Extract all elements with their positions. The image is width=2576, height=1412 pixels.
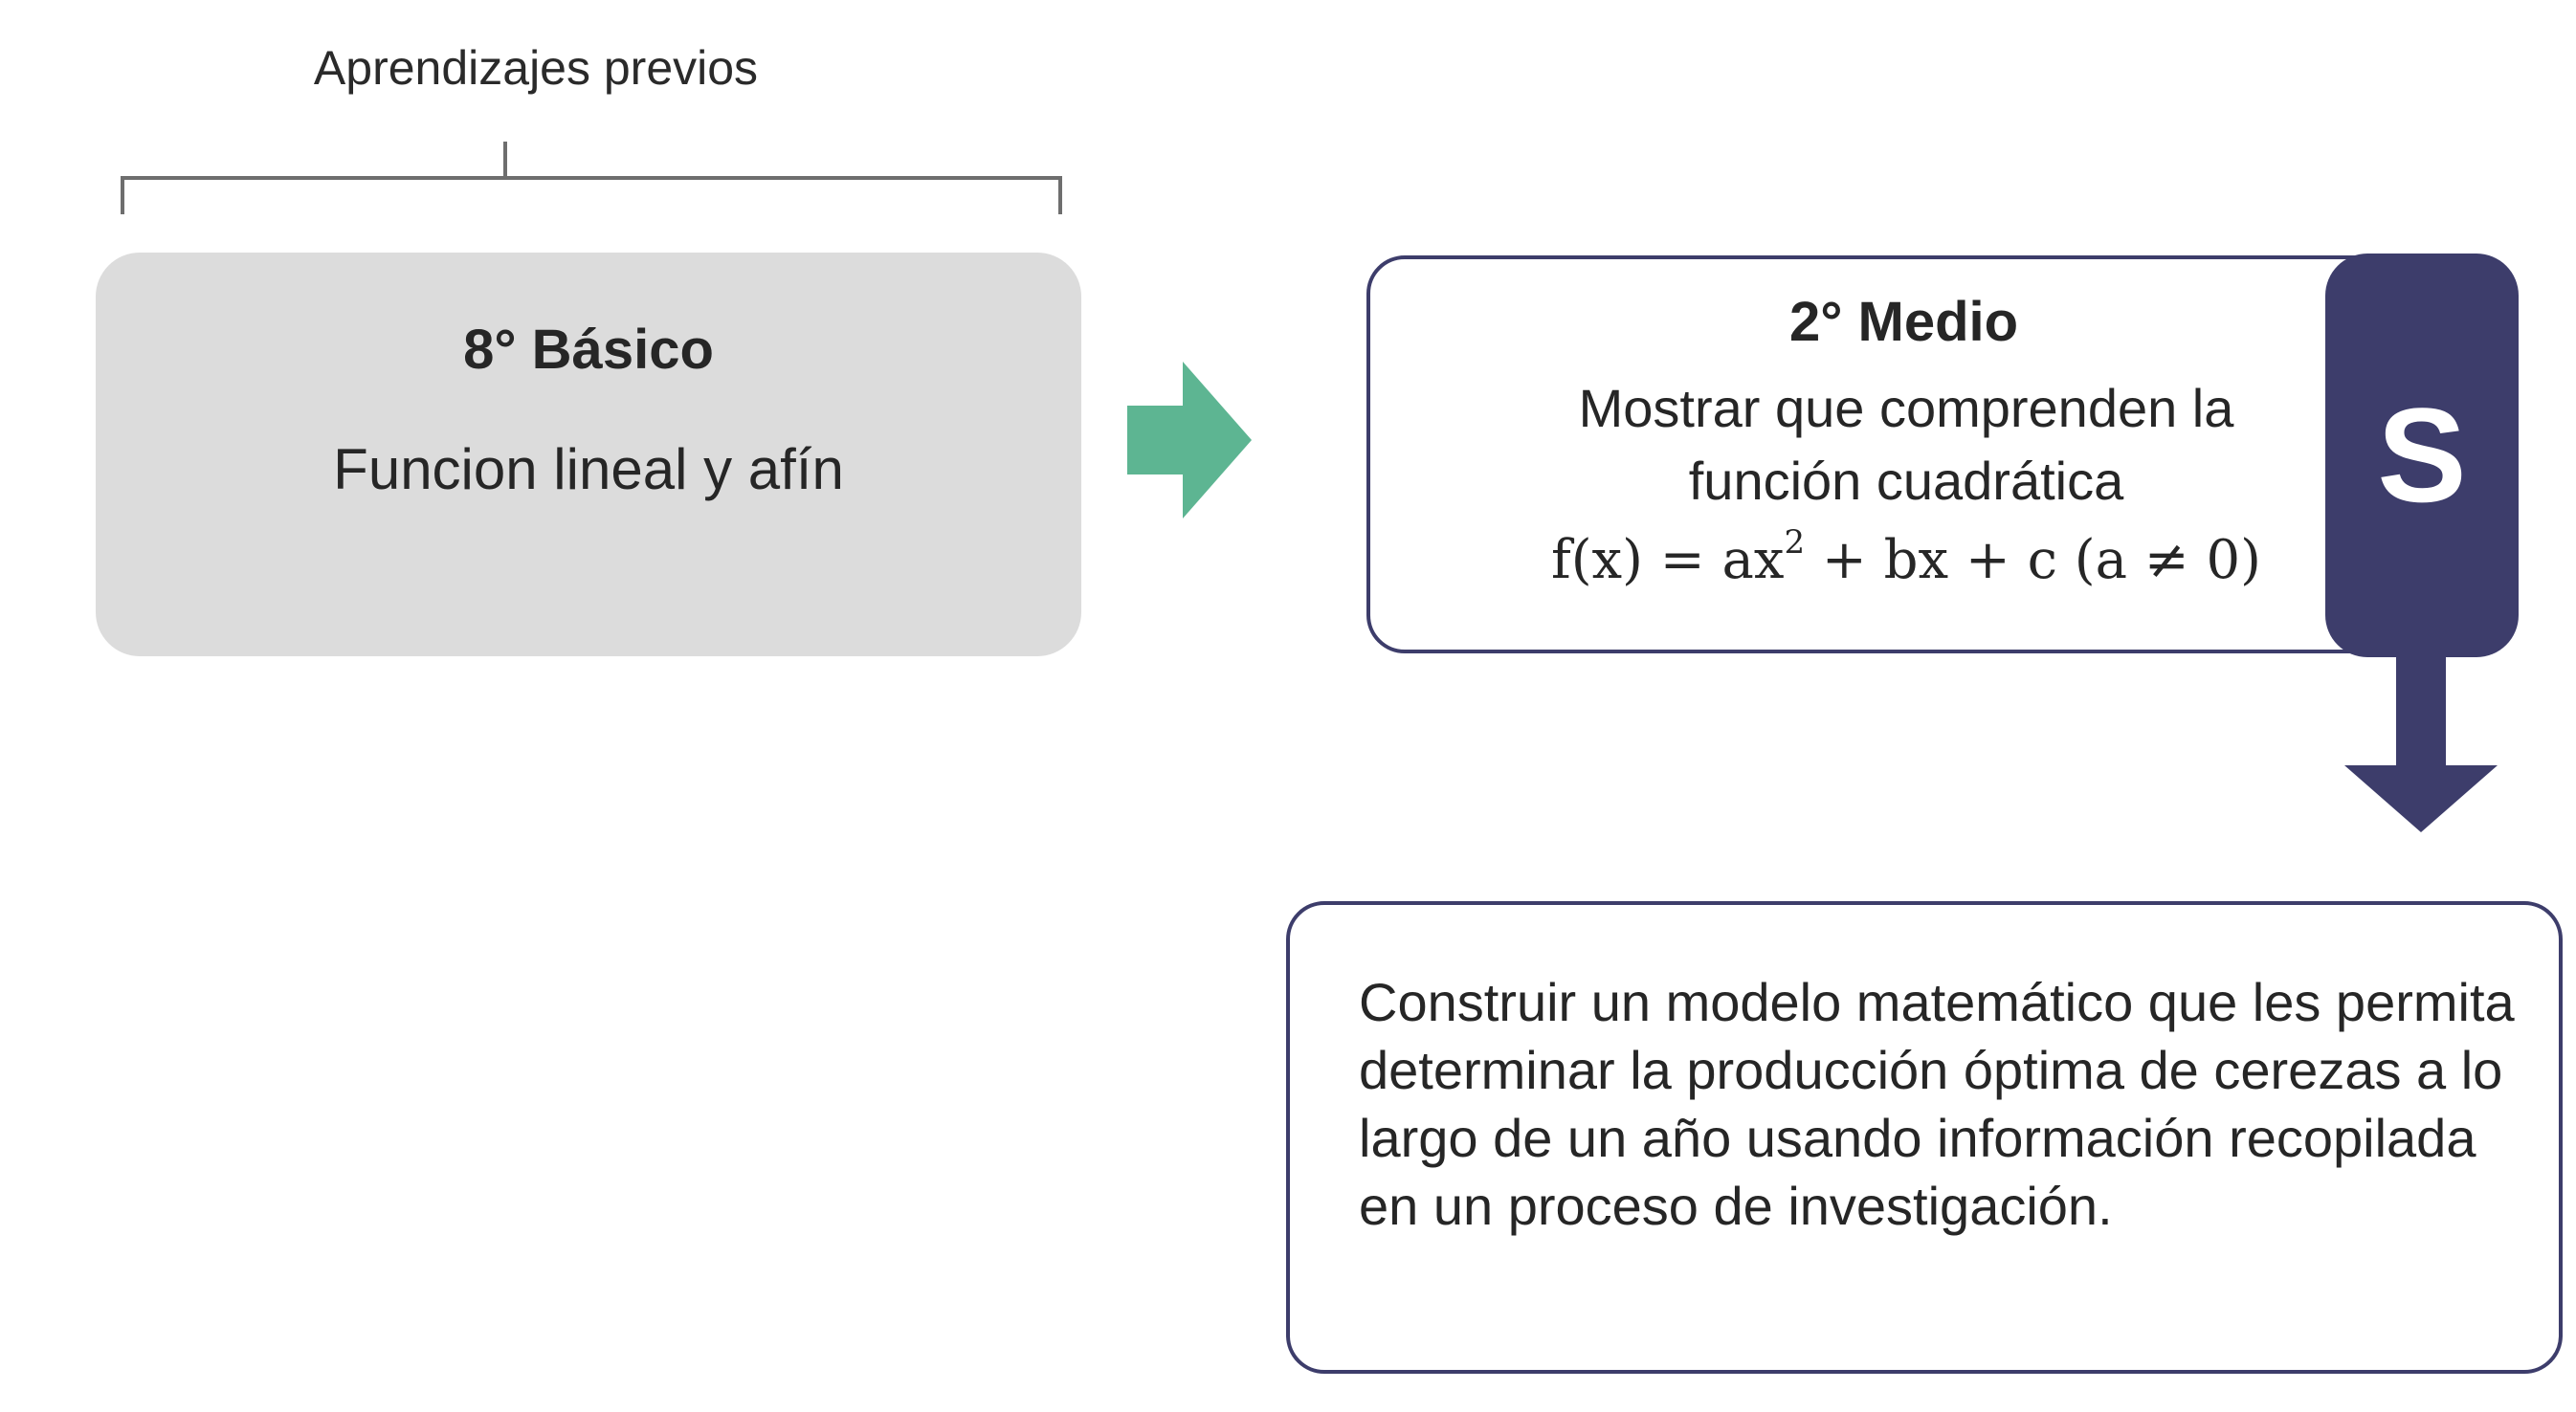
formula-exponent: 2 — [1784, 523, 1806, 562]
goal-text: Construir un modelo matemático que les permita determinar la producción óptima de cerezas a lo largo de un año usando información recopilada en un proceso de investigación. — [1359, 972, 2515, 1236]
formula-lhs: f(x) = ax — [1550, 529, 1785, 591]
previous-topic-label: Funcion lineal y afín — [333, 437, 844, 501]
s-badge: S — [2325, 254, 2519, 657]
previous-grade-label: 8° Básico — [463, 319, 714, 381]
previous-level-card — [96, 253, 1081, 656]
bracket-connector — [121, 140, 1062, 216]
current-grade-label: 2° Medio — [1788, 291, 2019, 353]
arrow-down-icon — [2344, 654, 2498, 832]
previous-learning-header: Aprendizajes previos — [313, 41, 759, 95]
quadratic-formula — [1485, 523, 2327, 591]
formula-rhs: + bx + c (a ≠ 0) — [1805, 529, 2261, 591]
arrow-right-icon — [1127, 362, 1252, 518]
current-description: Mostrar que comprenden la función cuadrática — [1578, 378, 2234, 511]
goal-card — [1286, 901, 2563, 1374]
